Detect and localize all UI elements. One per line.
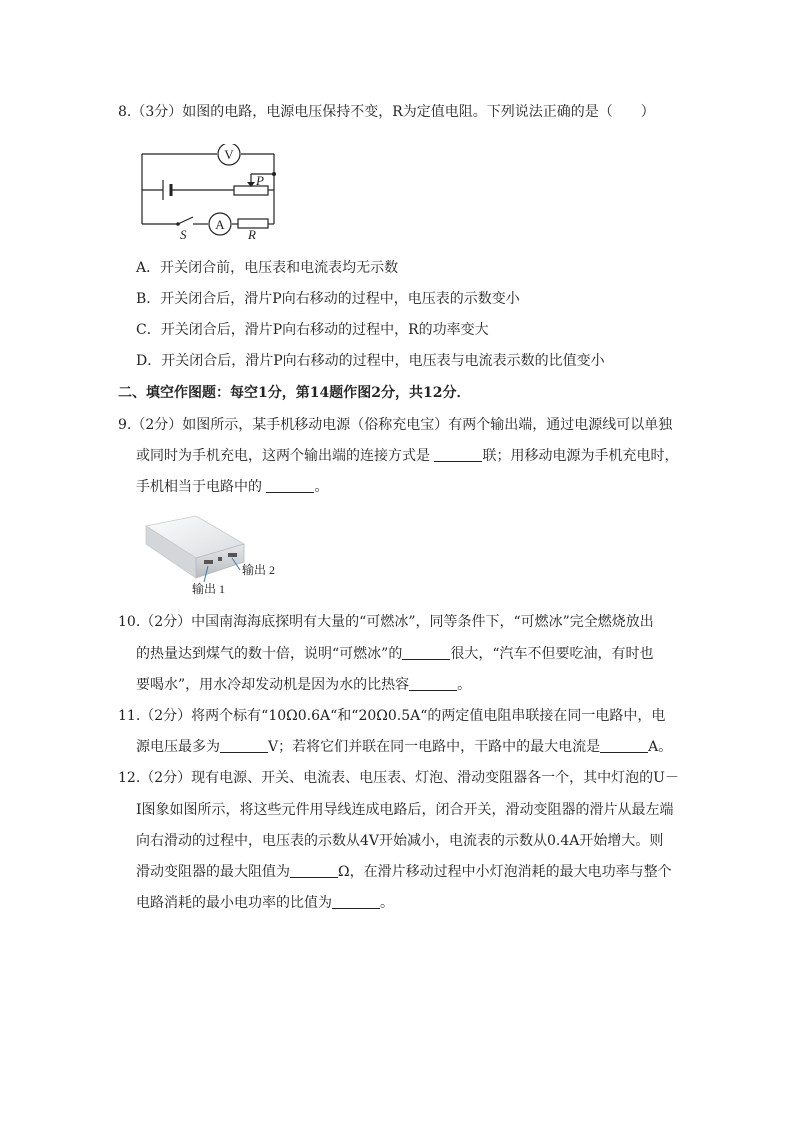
q10-line-2 <box>136 644 654 664</box>
q11-line-1: 11.（2分）将两个标有“10Ω0.6A“和“20Ω0.5A“的两定值电阻串联接在同一电路中，电 <box>118 708 666 724</box>
q12-line-1: 12.（2分）现有电源、开关、电流表、电压表、灯泡、滑动变阻器各一个，其中灯泡的U－ <box>118 770 679 786</box>
resistor-label: R <box>248 227 256 239</box>
q10-blank-1[interactable] <box>402 645 450 660</box>
q9-line-3 <box>136 477 328 497</box>
slider-label: P <box>256 173 264 188</box>
output-1-label: 输出 1 <box>192 582 226 596</box>
ammeter-label: A <box>215 217 225 232</box>
q12-text-5b: 。 <box>380 895 394 911</box>
q12-blank-1[interactable] <box>290 863 338 878</box>
q10-line-1: 10.（2分）中国南海海底探明有大量的“可燃冰”，同等条件下，“可燃冰”完全燃烧放出 <box>118 614 654 630</box>
q11-text-2a: 源电压最多为 <box>136 739 220 755</box>
q9-blank-1[interactable] <box>434 447 482 462</box>
q8-option-d: D．开关闭合后，滑片P向右移动的过程中，电压表与电流表示数的比值变小 <box>136 353 605 369</box>
q9-text-2b: 联；用移动电源为手机充电时， <box>482 448 679 464</box>
q12-line-2: I图象如图所示，将这些元件用导线连成电路后，闭合开关，滑动变阻器的滑片从最左端 <box>136 802 674 818</box>
q12-line-5 <box>136 893 394 913</box>
q11-text-2b: V；若将它们并联在同一电路中，干路中的最大电流是 <box>268 739 601 755</box>
q11-blank-1[interactable] <box>220 738 268 753</box>
q9-line-2 <box>136 446 678 466</box>
q11-line-2 <box>136 737 672 757</box>
q10-text-2b: 很大，“汽车不但要吃油，有时也 <box>450 646 654 662</box>
q11-blank-2[interactable] <box>600 738 648 753</box>
q12-line-3: 向右滑动的过程中，电压表的示数从4V开始减小，电流表的示数从0.4A开始增大。则 <box>136 833 664 849</box>
q12-text-4b: Ω，在滑片移动过程中小灯泡消耗的最大电功率与整个 <box>338 864 672 880</box>
q12-text-5a: 电路消耗的最小电功率的比值为 <box>136 895 332 911</box>
q10-text-3b: 。 <box>457 677 472 693</box>
q10-blank-2[interactable] <box>409 676 457 691</box>
q9-line-1: 9.（2分）如图所示，某手机移动电源（俗称充电宝）有两个输出端，通过电源线可以单独 <box>118 417 673 433</box>
switch-label: S <box>180 227 187 239</box>
q8-stem: 8.（3分）如图的电路，电源电压保持不变，R为定值电阻。下列说法正确的是（ ） <box>118 104 655 120</box>
q8-option-c: C．开关闭合后，滑片P向右移动的过程中，R的功率变大 <box>136 322 489 338</box>
q10-text-3a: 要喝水”，用水冷却发动机是因为水的比热容 <box>136 677 410 693</box>
q10-text-2a: 的热量达到煤气的数十倍，说明“可燃冰”的 <box>136 646 403 662</box>
q12-blank-2[interactable] <box>332 894 380 909</box>
q9-text-2a: 或同时为手机充电，这两个输出端的连接方式是 <box>136 448 435 464</box>
q12-line-4 <box>136 862 672 882</box>
output-2-label: 输出 2 <box>242 563 276 577</box>
q8-circuit-diagram <box>138 144 298 239</box>
section-2-heading: 二、填空作图题：每空1分，第14题作图2分，共12分． <box>118 385 471 401</box>
q9-blank-2[interactable] <box>266 478 314 493</box>
q12-text-4a: 滑动变阻器的最大阻值为 <box>136 864 290 880</box>
q8-option-b: B．开关闭合后，滑片P向右移动的过程中，电压表的示数变小 <box>136 291 520 307</box>
q9-text-3a: 手机相当于电路中的 <box>136 479 267 495</box>
voltmeter-label: V <box>224 147 234 162</box>
q8-option-a: A．开关闭合前，电压表和电流表均无示数 <box>136 260 399 276</box>
power-bank-figure <box>140 512 290 597</box>
q10-line-3 <box>136 675 471 695</box>
q11-text-2c: A。 <box>648 739 673 755</box>
q9-text-3b: 。 <box>314 479 329 495</box>
